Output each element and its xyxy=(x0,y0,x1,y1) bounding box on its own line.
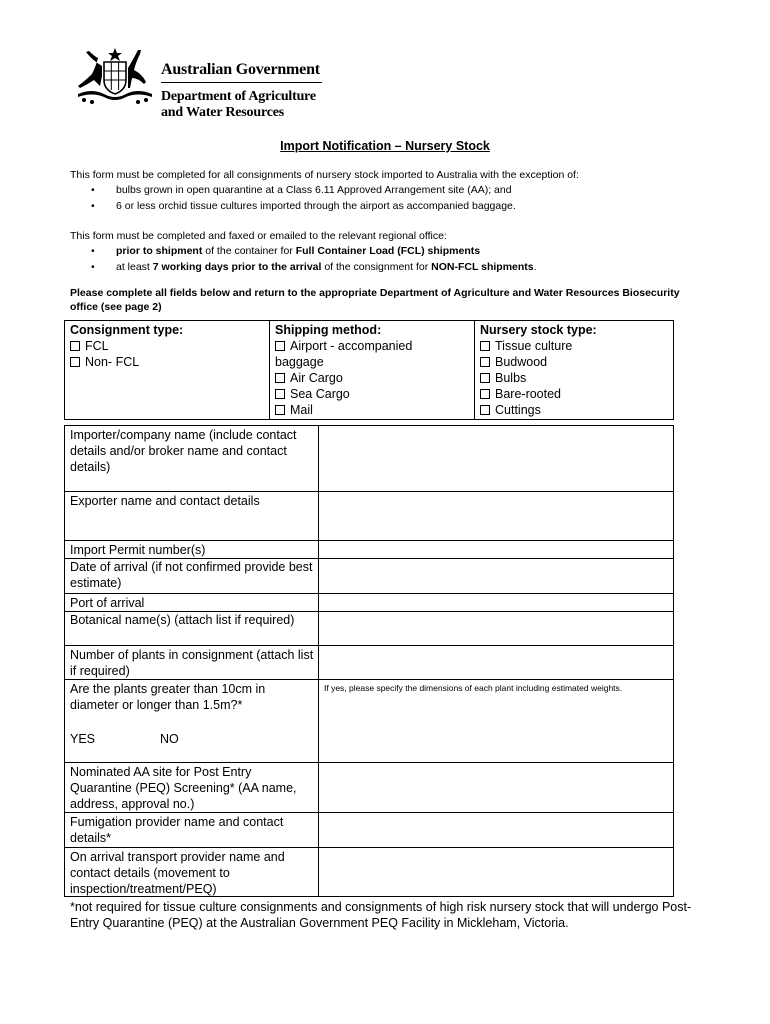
intro-text: This form must be completed for all consignments of nursery stock imported to Australia with the exception of: xyxy=(70,169,579,181)
checkbox-mail[interactable]: Mail xyxy=(275,402,469,418)
checkbox-icon[interactable] xyxy=(480,357,490,367)
checkbox-fcl[interactable]: FCL xyxy=(70,338,264,354)
label-port-of-arrival: Port of arrival xyxy=(70,596,145,610)
column-divider xyxy=(318,426,319,896)
checkbox-tissue-culture[interactable]: Tissue culture xyxy=(480,338,668,354)
label-number-of-plants: Number of plants in consignment (attach list if required) xyxy=(70,648,314,678)
completion-instruction: Please complete all fields below and return to the appropriate Department of Agriculture and Water Resources Biosecurity office (see page 2) xyxy=(70,287,680,313)
checkbox-air-cargo[interactable]: Air Cargo xyxy=(275,370,469,386)
checkbox-budwood[interactable]: Budwood xyxy=(480,354,668,370)
label-import-permit: Import Permit number(s) xyxy=(70,543,206,557)
label-fumigation-provider: Fumigation provider name and contact details* xyxy=(70,815,284,845)
australian-coat-of-arms-icon xyxy=(72,46,158,106)
checkbox-bare-rooted[interactable]: Bare-rooted xyxy=(480,386,668,402)
checkbox-icon[interactable] xyxy=(70,341,80,351)
submit-text: This form must be completed and faxed or emailed to the relevant regional office: xyxy=(70,230,447,242)
row-divider xyxy=(65,491,673,492)
form-title: Import Notification – Nursery Stock xyxy=(280,139,490,153)
footnote: *not required for tissue culture consignments and consignments of high risk nursery stock that will undergo Post-Entry Quarantine (PEQ) at the Australian Government PEQ Facility in Mickleham, Victoria. xyxy=(70,900,692,930)
checkbox-sea-cargo[interactable]: Sea Cargo xyxy=(275,386,469,402)
label-arrival-date: Date of arrival (if not confirmed provide best estimate) xyxy=(70,560,313,590)
checkbox-airport-accompanied[interactable]: Airport - accompanied xyxy=(275,338,469,354)
label-transport-provider: On arrival transport provider name and contact details (movement to inspection/treatment/PEQ) xyxy=(70,850,285,896)
label-nominated-aa-site: Nominated AA site for Post Entry Quarantine (PEQ) Screening* (AA name, address, approval no.) xyxy=(70,765,297,811)
submit-bullet-1: • prior to shipment of the container for Full Container Load (FCL) shipments xyxy=(91,245,481,257)
row-divider xyxy=(65,593,673,594)
airport-accompanied-line2: baggage xyxy=(275,355,324,369)
checkbox-non-fcl[interactable]: Non- FCL xyxy=(70,354,264,370)
checkbox-icon[interactable] xyxy=(275,389,285,399)
options-box xyxy=(64,320,674,420)
row-divider xyxy=(65,679,673,680)
checkbox-bulbs[interactable]: Bulbs xyxy=(480,370,668,386)
consignment-type-column xyxy=(65,321,269,419)
row-divider xyxy=(65,645,673,646)
row-divider xyxy=(65,762,673,763)
checkbox-icon[interactable] xyxy=(275,341,285,351)
department-name-line1: Department of Agriculture xyxy=(161,89,316,104)
checkbox-icon[interactable] xyxy=(275,405,285,415)
department-name-line2: and Water Resources xyxy=(161,105,284,120)
intro-bullet-1: • bulbs grown in open quarantine at a Class 6.11 Approved Arrangement site (AA); and xyxy=(91,184,512,196)
row-divider xyxy=(65,847,673,848)
consignment-type-heading: Consignment type: xyxy=(70,323,184,337)
shipping-method-heading: Shipping method: xyxy=(275,323,382,337)
row-divider xyxy=(65,540,673,541)
nursery-stock-type-heading: Nursery stock type: xyxy=(480,323,597,337)
government-name: Australian Government xyxy=(161,61,320,78)
checkbox-icon[interactable] xyxy=(70,357,80,367)
intro-bullet-2: • 6 or less orchid tissue cultures imported through the airport as accompanied baggage. xyxy=(91,200,516,212)
label-plant-size-question: Are the plants greater than 10cm in diameter or longer than 1.5m?* xyxy=(70,682,266,712)
logo-divider xyxy=(161,82,322,83)
checkbox-cuttings[interactable]: Cuttings xyxy=(480,402,668,418)
shipping-method-column xyxy=(269,321,474,419)
label-exporter: Exporter name and contact details xyxy=(70,494,260,508)
option-no[interactable]: NO xyxy=(160,732,179,746)
label-importer: Importer/company name (include contact details and/or broker name and contact details) xyxy=(70,428,297,474)
checkbox-icon[interactable] xyxy=(480,405,490,415)
checkbox-icon[interactable] xyxy=(480,341,490,351)
checkbox-icon[interactable] xyxy=(480,389,490,399)
checkbox-icon[interactable] xyxy=(275,373,285,383)
government-logotype xyxy=(161,60,322,121)
submit-bullet-2: • at least 7 working days prior to the arrival of the consignment for NON-FCL shipments. xyxy=(91,261,537,273)
plant-size-note: If yes, please specify the dimensions of each plant including estimated weights. xyxy=(324,683,623,693)
option-yes[interactable]: YES xyxy=(70,732,96,746)
checkbox-icon[interactable] xyxy=(480,373,490,383)
details-table xyxy=(64,425,674,897)
row-divider xyxy=(65,812,673,813)
nursery-stock-type-column xyxy=(474,321,673,419)
label-botanical-names: Botanical name(s) (attach list if required) xyxy=(70,613,295,627)
